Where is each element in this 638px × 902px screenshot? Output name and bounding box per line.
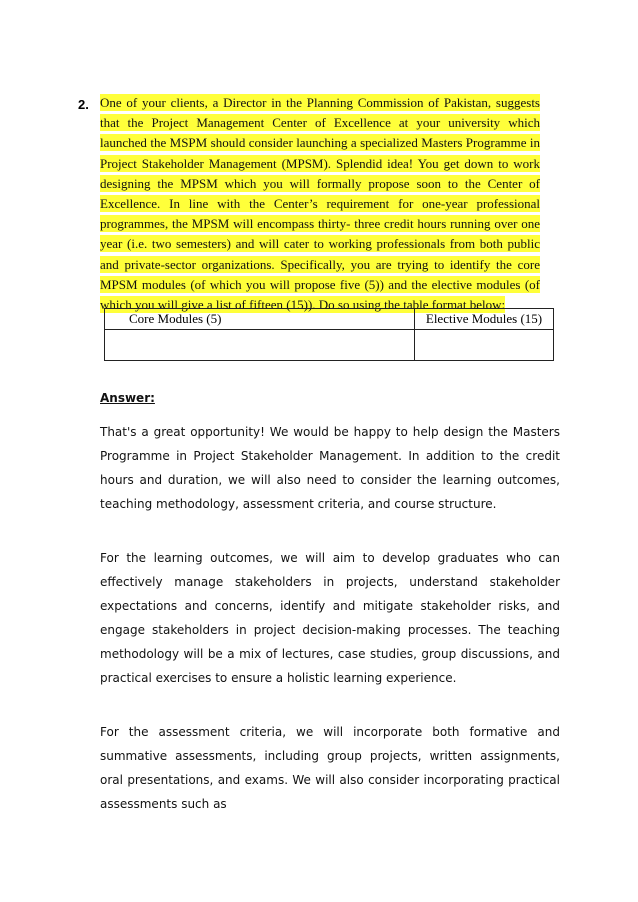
question-text-container bbox=[100, 93, 540, 315]
answer-paragraph-3: For the assessment criteria, we will incorporate both formative and summative assessments, including group projects, written assignments, oral presentations, and exams. We will also consider incorporating practical assessments such as bbox=[100, 725, 560, 811]
answer-heading: Answer: bbox=[100, 391, 155, 405]
core-modules-cell bbox=[105, 330, 415, 361]
question-block bbox=[78, 93, 540, 315]
core-modules-header: Core Modules (5) bbox=[105, 309, 415, 330]
answer-section bbox=[100, 388, 560, 811]
answer-paragraph-1: That's a great opportunity! We would be happy to help design the Masters Programme in Project Stakeholder Management. In addition to the credit hours and duration, we will also need to consider the learning outcomes, teaching methodology, assessment criteria, and course structure. bbox=[100, 425, 560, 511]
table-header-row bbox=[105, 309, 554, 330]
elective-modules-cell bbox=[415, 330, 554, 361]
modules-table bbox=[104, 308, 554, 361]
elective-modules-header: Elective Modules (15) bbox=[415, 309, 554, 330]
question-number: 2. bbox=[78, 97, 89, 112]
question-text: One of your clients, a Director in the Planning Commission of Pakistan, suggests that the Project Management Center of Excellence at your university which launched the MSPM should consider launching a specialized Masters Programme in Project Stakeholder Management (MPSM). Splendid idea! You get down to work designing the MPSM which you will formally propose soon to the Center of Excellence. In line with the Center’s requirement for one-year professional programmes, the MPSM will encompass thirty- three credit hours running over one year (i.e. two semesters) and will cater to working professionals from both public and private-sector organizations. Specifically, you are trying to identify the core MPSM modules (of which you will propose five (5)) and the elective modules (of which you will give a list of fifteen (15)). Do so using the table format below: bbox=[100, 95, 540, 313]
table-row bbox=[105, 330, 554, 361]
answer-paragraph-2: For the learning outcomes, we will aim to develop graduates who can effectively manage stakeholders in projects, understand stakeholder expectations and concerns, identify and mitigate stakeholder risks, and engage stakeholders in project decision-making processes. The teaching methodology will be a mix of lectures, case studies, group discussions, and practical exercises to ensure a holistic learning experience. bbox=[100, 551, 560, 685]
